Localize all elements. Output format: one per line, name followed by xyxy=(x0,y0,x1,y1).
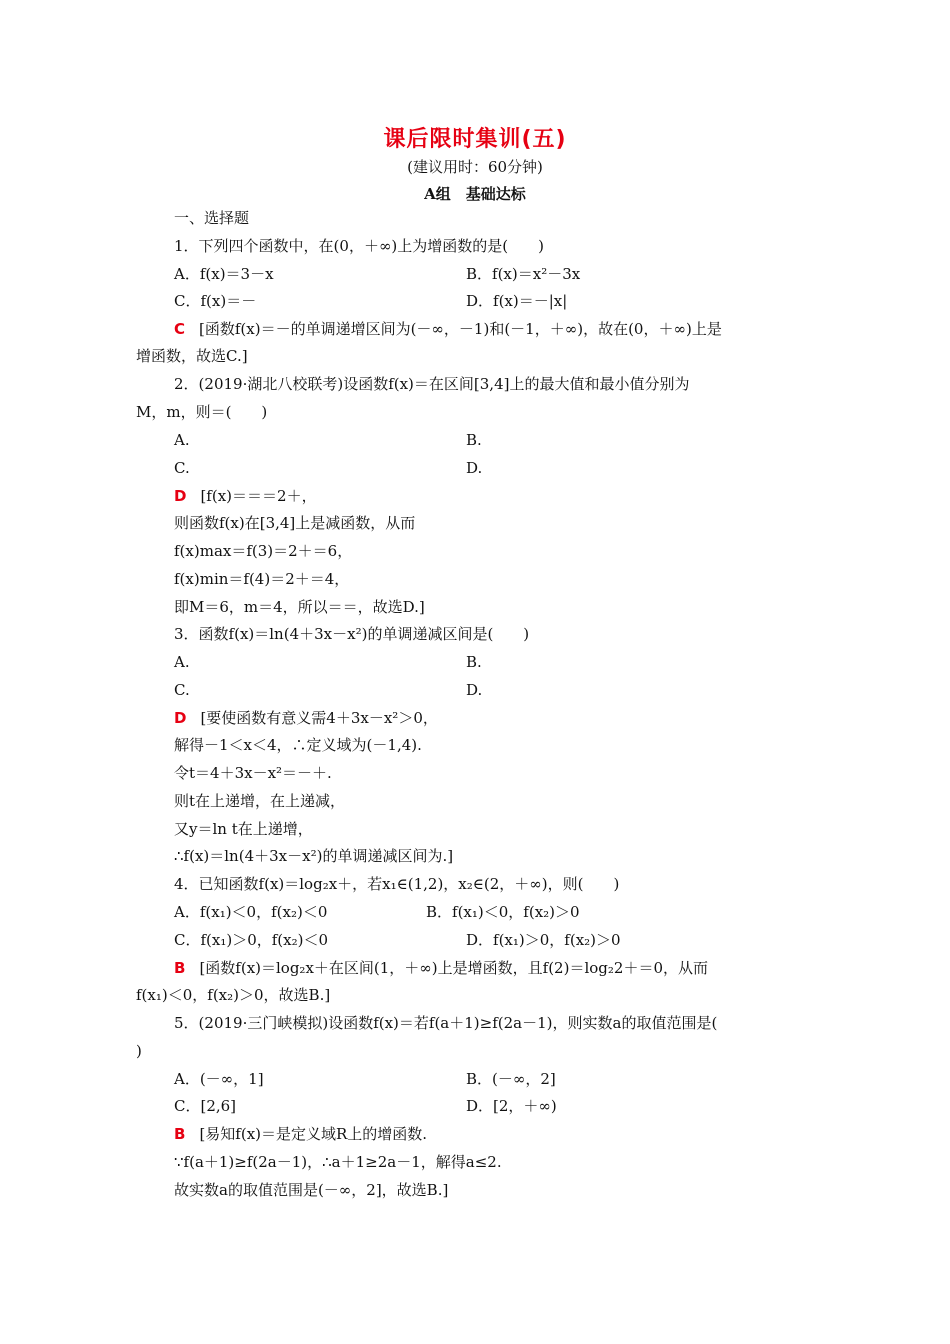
q2-solution-line3: f(x)max＝f(3)＝2＋＝6， xyxy=(174,542,353,560)
q3-answer: D xyxy=(174,709,187,727)
q5-answer: B xyxy=(174,1125,186,1143)
q5-option-a: A．(－∞，1] xyxy=(174,1070,264,1088)
q1-option-a: A．f(x)＝3－x xyxy=(174,265,274,283)
q4-solution-line1: [函数f(x)＝log₂x＋在区间(1，＋∞)上是增函数，且f(2)＝log₂2＋＝0，从而 xyxy=(199,959,708,977)
q1-solution-line2: 增函数，故选C.] xyxy=(136,347,248,365)
q4-option-b: B．f(x₁)＜0，f(x₂)＞0 xyxy=(426,903,580,921)
q1-option-c: C．f(x)＝－ xyxy=(174,292,257,310)
q2-solution-line4: f(x)min＝f(4)＝2＋＝4， xyxy=(174,570,350,588)
q5-option-d: D．[2，＋∞) xyxy=(466,1097,557,1115)
q5-stem-line1: 5．(2019·三门峡模拟)设函数f(x)＝若f(a＋1)≥f(2a－1)，则实数a的取值范围是( xyxy=(174,1014,718,1032)
q5-solution-line2: ∵f(a＋1)≥f(2a－1)，∴a＋1≥2a－1，解得a≤2. xyxy=(174,1153,502,1171)
q3-option-d: D. xyxy=(466,681,483,699)
q3-option-b: B. xyxy=(466,653,482,671)
q2-stem-line1: 2．(2019·湖北八校联考)设函数f(x)＝在区间[3,4]上的最大值和最小值分别为 xyxy=(174,375,690,393)
page-title: 课后限时集训(五) xyxy=(383,127,567,152)
q5-solution xyxy=(174,1124,427,1144)
q4-option-c: C．f(x₁)＞0，f(x₂)＜0 xyxy=(174,931,329,949)
q3-stem: 3．函数f(x)＝ln(4＋3x－x²)的单调递减区间是( ) xyxy=(174,625,530,643)
q3-solution-line2: 解得－1＜x＜4，∴定义域为(－1,4). xyxy=(174,736,422,754)
section-heading: 一、选择题 xyxy=(174,209,250,227)
q1-solution-line1: [函数f(x)＝－的单调递增区间为(－∞，－1)和(－1，＋∞)，故在(0，＋∞)上是 xyxy=(199,320,722,338)
q2-solution-line5: 即M＝6，m＝4，所以＝＝，故选D.] xyxy=(174,598,425,616)
q4-answer: B xyxy=(174,959,186,977)
q1-solution xyxy=(174,319,722,339)
q2-option-a: A. xyxy=(174,431,190,449)
q2-answer: D xyxy=(174,487,187,505)
q1-stem: 1．下列四个函数中，在(0，＋∞)上为增函数的是( ) xyxy=(174,237,544,255)
q5-option-c: C．[2,6] xyxy=(174,1097,237,1115)
q2-solution-line2: 则函数f(x)在[3,4]上是减函数，从而 xyxy=(174,514,416,532)
q1-answer: C xyxy=(174,320,186,338)
q2-option-c: C. xyxy=(174,459,190,477)
q4-stem: 4．已知函数f(x)＝log₂x＋，若x₁∈(1,2)，x₂∈(2，＋∞)，则( ) xyxy=(174,875,620,893)
q4-solution xyxy=(174,958,708,978)
q3-option-c: C. xyxy=(174,681,190,699)
q3-solution-line1: [要使函数有意义需4＋3x－x²＞0， xyxy=(200,709,438,727)
q1-option-b: B．f(x)＝x²－3x xyxy=(466,265,581,283)
q3-solution-line5: 又y＝ln t在上递增， xyxy=(174,820,313,838)
q5-solution-line1: [易知f(x)＝是定义域R上的增函数. xyxy=(199,1125,428,1143)
q4-solution-line2: f(x₁)＜0，f(x₂)＞0，故选B.] xyxy=(136,986,331,1004)
q2-option-b: B. xyxy=(466,431,482,449)
q2-solution xyxy=(174,486,317,506)
q2-solution-line1: [f(x)＝＝＝2＋， xyxy=(200,487,317,505)
q2-option-d: D. xyxy=(466,459,483,477)
q2-stem-line2: M，m，则＝( ) xyxy=(136,403,268,421)
q5-option-b: B．(－∞，2] xyxy=(466,1070,556,1088)
q3-solution-line6: ∴f(x)＝ln(4＋3x－x²)的单调递减区间为.] xyxy=(174,847,454,865)
group-heading: A组 基础达标 xyxy=(424,185,526,203)
q4-option-a: A．f(x₁)＜0，f(x₂)＜0 xyxy=(174,903,328,921)
q3-option-a: A. xyxy=(174,653,190,671)
q5-solution-line3: 故实数a的取值范围是(－∞，2]，故选B.] xyxy=(174,1181,449,1199)
q3-solution-line4: 则t在上递增，在上递减， xyxy=(174,792,346,810)
subtitle: (建议用时：60分钟) xyxy=(407,158,543,176)
q5-stem-line2: ) xyxy=(136,1042,142,1060)
q3-solution xyxy=(174,708,438,728)
q4-option-d: D．f(x₁)＞0，f(x₂)＞0 xyxy=(466,931,621,949)
q1-option-d: D．f(x)＝－|x| xyxy=(466,292,568,310)
q3-solution-line3: 令t＝4＋3x－x²＝－＋. xyxy=(174,764,332,782)
